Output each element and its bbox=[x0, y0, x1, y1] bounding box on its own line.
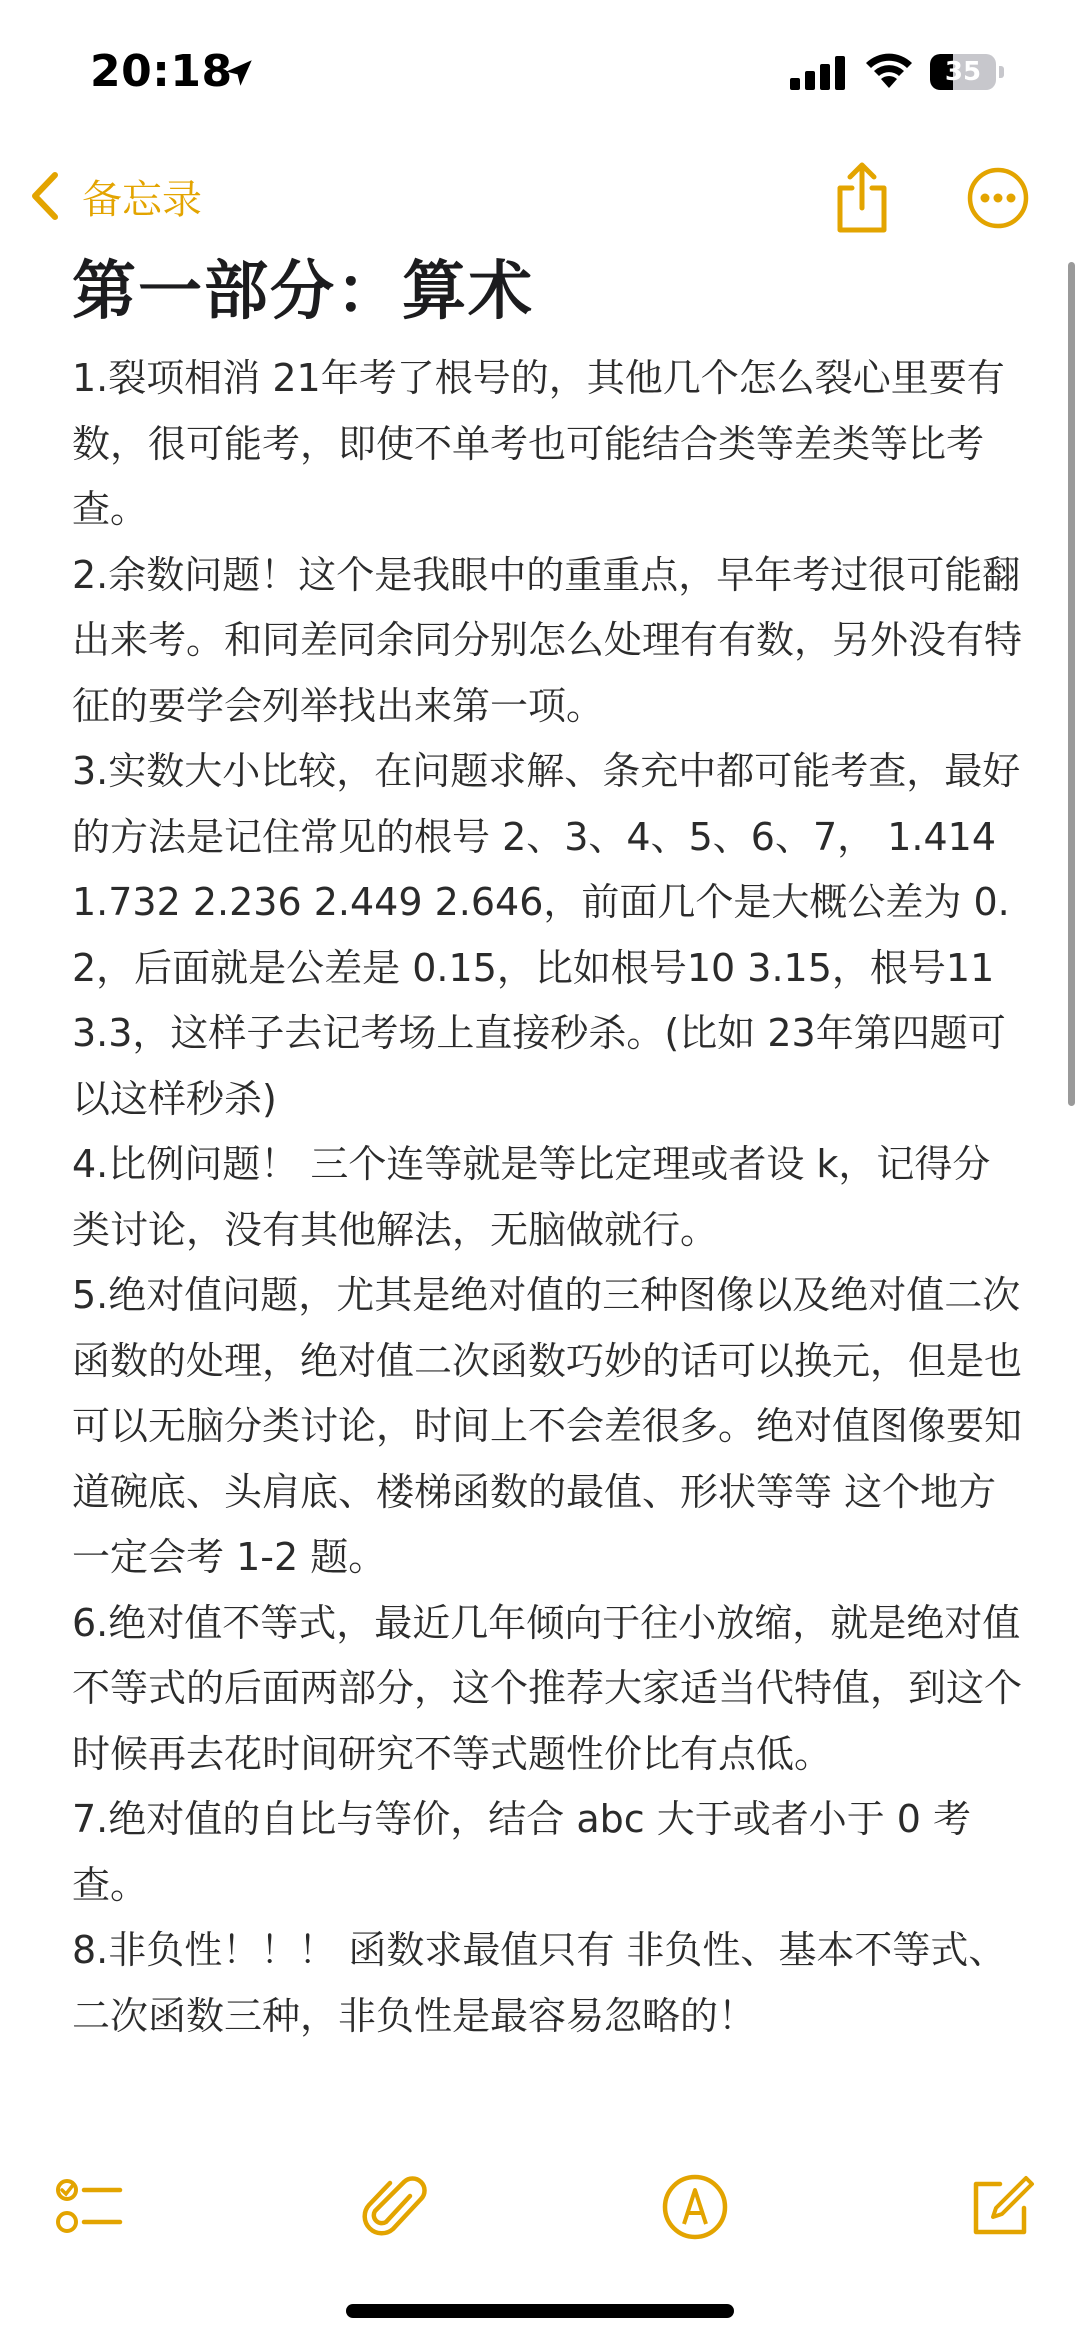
status-bar bbox=[0, 0, 1080, 140]
note-paragraph-3[interactable]: 3.实数大小比较，在问题求解、条充中都可能考查，最好的方法是记住常见的根号 2、3、4、5、6、7， 1.414 1.732 2.236 2.449 2.646，前面几个是大概公差为 0.2，后面就是公差是 0.15，比如根号10 3.15，根号11 3.3，这样子去记考场上直接秒杀。(比如 23年第四题可以这样秒杀) bbox=[72, 749, 1021, 1121]
note-paragraph-1[interactable]: 1.裂项相消 21年考了根号的，其他几个怎么裂心里要有数，很可能考，即使不单考也可能结合类等差类等比考查。 bbox=[72, 356, 1005, 531]
note-title[interactable]: 第一部分：算术 bbox=[72, 255, 534, 329]
checklist-icon[interactable] bbox=[54, 2172, 124, 2242]
nav-bar bbox=[0, 140, 1080, 250]
compose-icon[interactable] bbox=[966, 2172, 1036, 2242]
scrollbar[interactable] bbox=[1068, 262, 1075, 1106]
back-button[interactable] bbox=[28, 164, 202, 228]
more-icon[interactable] bbox=[966, 166, 1030, 230]
home-indicator[interactable] bbox=[346, 2304, 734, 2318]
note-body[interactable] bbox=[72, 346, 1022, 2049]
status-time: 20:18 bbox=[90, 46, 233, 97]
battery-percent: 35 bbox=[944, 57, 982, 87]
note-paragraph-4[interactable]: 4.比例问题！ 三个连等就是等比定理或者设 k，记得分类讨论，没有其他解法，无脑做就行。 bbox=[72, 1142, 991, 1252]
back-label: 备忘录 bbox=[82, 176, 202, 223]
attachment-icon[interactable] bbox=[360, 2172, 430, 2242]
note-paragraph-7[interactable]: 7.绝对值的自比与等价，结合 abc 大于或者小于 0 考查。 bbox=[72, 1797, 972, 1907]
note-paragraph-5[interactable]: 5.绝对值问题，尤其是绝对值的三种图像以及绝对值二次函数的处理，绝对值二次函数巧妙的话可以换元，但是也可以无脑分类讨论，时间上不会差很多。绝对值图像要知道碗底、头肩底、楼梯函数的最值、形状等等 这个地方一定会考 1-2 题。 bbox=[72, 1273, 1022, 1579]
note-paragraph-2[interactable]: 2.余数问题！这个是我眼中的重重点，早年考过很可能翻出来考。和同差同余同分别怎么处理有有数，另外没有特征的要学会列举找出来第一项。 bbox=[72, 552, 1022, 728]
battery-icon bbox=[930, 54, 1008, 90]
wifi-icon bbox=[864, 52, 914, 90]
note-paragraph-8[interactable]: 8.非负性！！！ 函数求最值只有 非负性、基本不等式、二次函数三种，非负性是最容易忽略的！ bbox=[72, 1928, 1007, 2038]
markup-pen-icon[interactable] bbox=[660, 2172, 730, 2242]
location-arrow-icon bbox=[222, 56, 256, 90]
share-icon[interactable] bbox=[830, 160, 894, 236]
note-content[interactable] bbox=[72, 252, 1022, 2132]
signal-icon bbox=[790, 56, 846, 90]
chevron-left-icon bbox=[28, 171, 62, 221]
note-paragraph-6[interactable]: 6.绝对值不等式，最近几年倾向于往小放缩，就是绝对值不等式的后面两部分，这个推荐大家适当代特值，到这个时候再去花时间研究不等式题性价比有点低。 bbox=[72, 1600, 1022, 1776]
